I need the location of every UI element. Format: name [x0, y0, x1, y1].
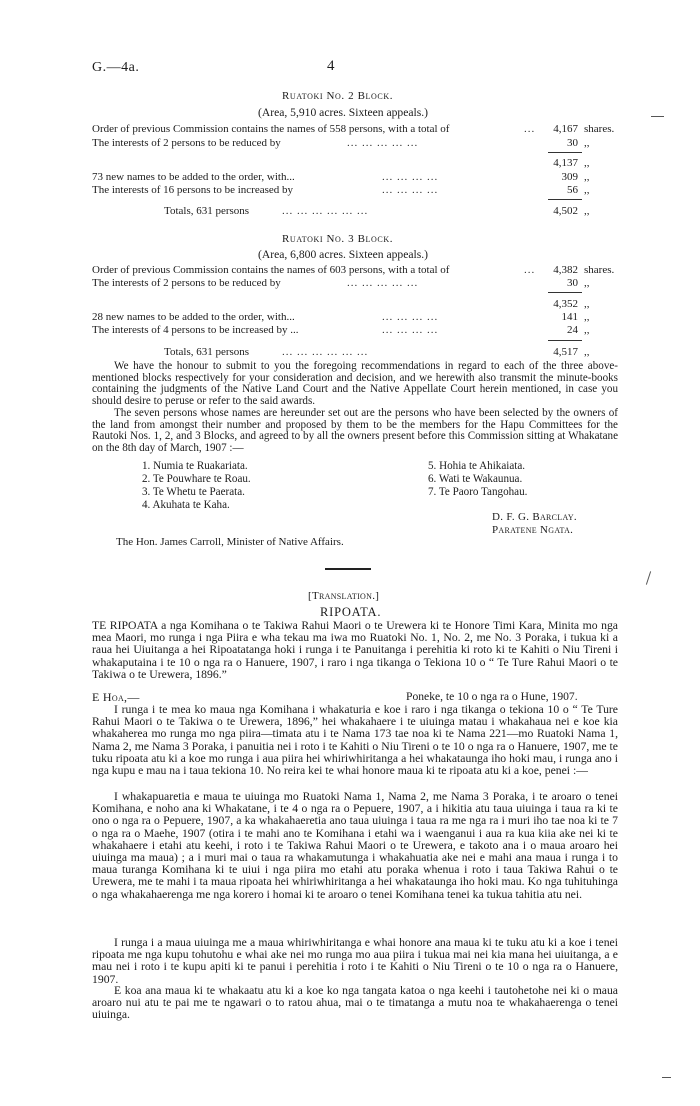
row-unit: shares. — [584, 123, 615, 135]
translation-paragraph: I runga i a maua uiuinga me a maua whiriwhiritanga e whai honore ana maua ki te tuku atu ki a koe i tenei ripoata me nga kupu tohutohu e whai ake nei mo runga mo aua piira i tukua mai nei kia mana hei uiuitanga, a e mau nei i roto i te kupu apiti ki te panui i perehitia i roto i te Kahiti o Niu Tireni o te 10 o nga ra o Hanuere, 1907. — [92, 936, 618, 986]
row-dots: ... ... ... ... ... — [347, 137, 419, 149]
row-unit: ,, — [584, 346, 590, 358]
section-divider — [325, 568, 371, 570]
block3-row — [92, 277, 616, 290]
signatory: D. F. G. Barclay. — [492, 511, 577, 523]
member-item: 3. Te Whetu te Paerata. — [142, 486, 245, 498]
block2-title: Ruatoki No. 2 Block. — [282, 90, 394, 102]
totals-value: 4,517 — [553, 346, 578, 358]
sum-rule — [548, 340, 582, 341]
row-text: The interests of 2 persons to be reduced by — [92, 137, 281, 149]
sum-rule — [548, 152, 582, 153]
translation-paragraph: E koa ana maua ki te whakaatu atu ki a koe ko nga tangata katoa o nga keehi i tautohetohe nei ki o maua aroaro nui atu te pai me te ngawari o to ratou ahua, mai o te timatanga a mutu noa te whakahaerenga o tenei uiuinga. — [92, 984, 618, 1022]
block2-row — [92, 157, 616, 170]
row-dots: ... ... ... ... ... ... — [282, 346, 369, 358]
row-dots: ... ... ... ... ... — [347, 277, 419, 289]
row-unit: ,, — [584, 171, 590, 183]
row-dots: ... ... ... ... — [382, 171, 439, 183]
row-text: Order of previous Commission contains the names of 603 persons, with a total of — [92, 264, 450, 276]
row-unit: ,, — [584, 298, 590, 310]
margin-mark — [646, 571, 651, 585]
block3-row — [92, 311, 616, 324]
member-item: 1. Numia te Ruakariata. — [142, 460, 248, 472]
row-unit: ,, — [584, 324, 590, 336]
row-dots: ... ... ... ... — [382, 184, 439, 196]
block3-row — [92, 264, 616, 277]
row-value: 4,352 — [553, 298, 578, 310]
row-value: 4,137 — [553, 157, 578, 169]
totals-label: Totals, 631 persons — [164, 205, 250, 217]
signatory: Paratene Ngata. — [492, 524, 574, 536]
row-value: 30 — [567, 277, 578, 289]
row-value: 56 — [567, 184, 578, 196]
sum-rule — [548, 292, 582, 293]
row-text: 28 new names to be added to the order, with... — [92, 311, 295, 323]
block3-area: (Area, 6,800 acres. Sixteen appeals.) — [258, 248, 428, 261]
row-unit: ,, — [584, 137, 590, 149]
member-item: 5. Hohia te Ahikaiata. — [428, 460, 526, 472]
row-dots: ... — [524, 123, 536, 135]
block3-row — [92, 298, 616, 311]
block2-row — [92, 184, 616, 197]
member-item: 6. Wati te Wakaunua. — [428, 473, 523, 485]
row-dots: ... ... ... ... — [382, 324, 439, 336]
row-unit: ,, — [584, 277, 590, 289]
report-paragraph: We have the honour to submit to you the foregoing recommendations in regard to each of the three above-mentioned blocks respectively for your consideration and decision, and we herewith also transmit the minute-books containing the judgments of the Native Land Court and the Native Appellate Court herein mentioned, in case you should desire to peruse or refer to the said awards. — [92, 360, 618, 408]
row-text: 73 new names to be added to the order, with... — [92, 171, 295, 183]
translation-paragraph: I whakapuaretia e maua te uiuinga mo Ruatoki Nama 1, Nama 2, me Nama 3 Poraka, i te aroaro o tenei Komihana, e noho ana ki Whakatane, i te 4 o nga ra o Pepuere, 1907, a i hikitia atu taua uiuinga i taua ra ki te ono o nga ra o Pepuere, 1907, a ka whakahaeretia ano taua uiuinga i taua ra me nga ra i muri iho tae noa ki te 7 o nga ra o Maehe, 1907 (otira i te mahi ano te Komihana i etahi wa i waenganui i aua ra kua kiia ake nei ki te whakahaere i etahi atu keehi, i roto i te Takiwa Rahui Maori o te Urewera, e takoto ana i o maua aroaro hei uiuinga ma maua) ; a i muri mai o taua ra whakamutunga i whakahuatia ake nei e mahi ana maua i runga i to maua turanga Komihana ki te uiui i nga piira mo etahi atu poraka whenua i roto i taua Takiwa Rahui o te Urewera, me te mahi i ta maua ripoata hei whiriwhiritanga a hei whakataunga iho hoki mau. Ko nga tuhituhinga o nga whakahaerenga me nga korero i homai ki te aroaro o tenei Komihana tenei ka tukua tahitia atu nei. — [92, 790, 618, 901]
block2-totals — [92, 205, 616, 218]
block2-area: (Area, 5,910 acres. Sixteen appeals.) — [258, 106, 428, 119]
addressee: The Hon. James Carroll, Minister of Native Affairs. — [116, 536, 344, 548]
row-unit: ,, — [584, 311, 590, 323]
report-paragraph: The seven persons whose names are hereunder set out are the persons who have been selected by the owners of the land from amongst their number and proposed by them to be the members for the Hapu Committees for the Rautoki Nos. 1, 2, and 3 Blocks, and agreed to by all the owners present before this Commission sitting at Whakatane on the 8th day of March, 1907 :— — [92, 407, 618, 455]
row-value: 30 — [567, 137, 578, 149]
row-value: 4,382 — [553, 264, 578, 276]
document-reference: G.—4a. — [92, 60, 140, 75]
block3-title: Ruatoki No. 3 Block. — [282, 233, 394, 245]
row-dots: ... — [524, 264, 536, 276]
row-text: Order of previous Commission contains the names of 558 persons, with a total of — [92, 123, 450, 135]
margin-mark — [662, 1077, 671, 1078]
block2-row — [92, 137, 616, 150]
row-text: The interests of 2 persons to be reduced by — [92, 277, 281, 289]
translation-title: RIPOATA. — [320, 605, 382, 619]
block3-row — [92, 324, 616, 337]
member-item: 4. Akuhata te Kaha. — [142, 499, 230, 511]
row-unit: ,, — [584, 205, 590, 217]
salutation: E Hoa,— — [92, 690, 140, 704]
row-value: 141 — [561, 311, 578, 323]
sum-rule — [548, 199, 582, 200]
dateline: Poneke, te 10 o nga ra o Hune, 1907. — [406, 690, 578, 703]
page-number: 4 — [327, 58, 335, 74]
translation-paragraph: I runga i te mea ko maua nga Komihana i whakaturia e koe i raro i nga tikanga o tekiona 10 o “ Te Ture Rahui Maori o te Takiwa o te Urewera, 1896,” hei whakahaere i te uiuinga matau i whakahaua nei e koe kia whakaherea mo runga mo nga piira—timata atu i te Nama 173 tae noa ki te Nama 221—mo Ruatoki Nama 1, Nama 2, me Nama 3 Poraka, i panuitia nei i roto i te Kahiti o Niu Tireni o te 10 o nga ra o Hanuere, 1907, me te tuku ripoata atu ki a koe mo runga i aua piira hei whiriwhiritanga a hei whakataunga iho hoki mau, i runga ano i nga kupu e mau na i taua tekiona 10. No reira kei te whai honore maua ki te ripoata atu ki a koe, penei :— — [92, 703, 618, 778]
translation-label: [Translation.] — [308, 590, 380, 602]
block2-row — [92, 123, 616, 136]
row-value: 309 — [561, 171, 578, 183]
row-unit: ,, — [584, 184, 590, 196]
block3-totals — [92, 346, 616, 359]
member-item: 2. Te Pouwhare te Roau. — [142, 473, 251, 485]
row-unit: shares. — [584, 264, 615, 276]
row-dots: ... ... ... ... ... ... — [282, 205, 369, 217]
totals-label: Totals, 631 persons — [164, 346, 250, 358]
totals-value: 4,502 — [553, 205, 578, 217]
block2-row — [92, 171, 616, 184]
row-text: The interests of 4 persons to be increased by ... — [92, 324, 299, 336]
row-unit: ,, — [584, 157, 590, 169]
row-text: The interests of 16 persons to be increased by — [92, 184, 293, 196]
row-value: 24 — [567, 324, 578, 336]
translation-intro: TE RIPOATA a nga Komihana o te Takiwa Rahui Maori o te Urewera ki te Honore Timi Kara, Minita mo nga mea Maori, mo runga i nga Piira e wha tekau ma iwa mo Ruatoki No. 1, No. 2, me No. 3 Poraka, i tukua ki a raua hei Uiuitanga a hei Ripoatatanga hoki i runga i te Panuitanga i perehitia ki roto ki te Kahiti o Niu Tireni i whakaputaina i te 10 o nga ra o Hanuere, 1907, i raro i nga tikanga o Tekiona 10 o “ Te Ture Rahui Maori o te Takiwa o te Urewera, 1896.” — [92, 619, 618, 681]
member-item: 7. Te Paoro Tangohau. — [428, 486, 528, 498]
row-dots: ... ... ... ... — [382, 311, 439, 323]
row-value: 4,167 — [553, 123, 578, 135]
margin-mark — [651, 116, 664, 117]
